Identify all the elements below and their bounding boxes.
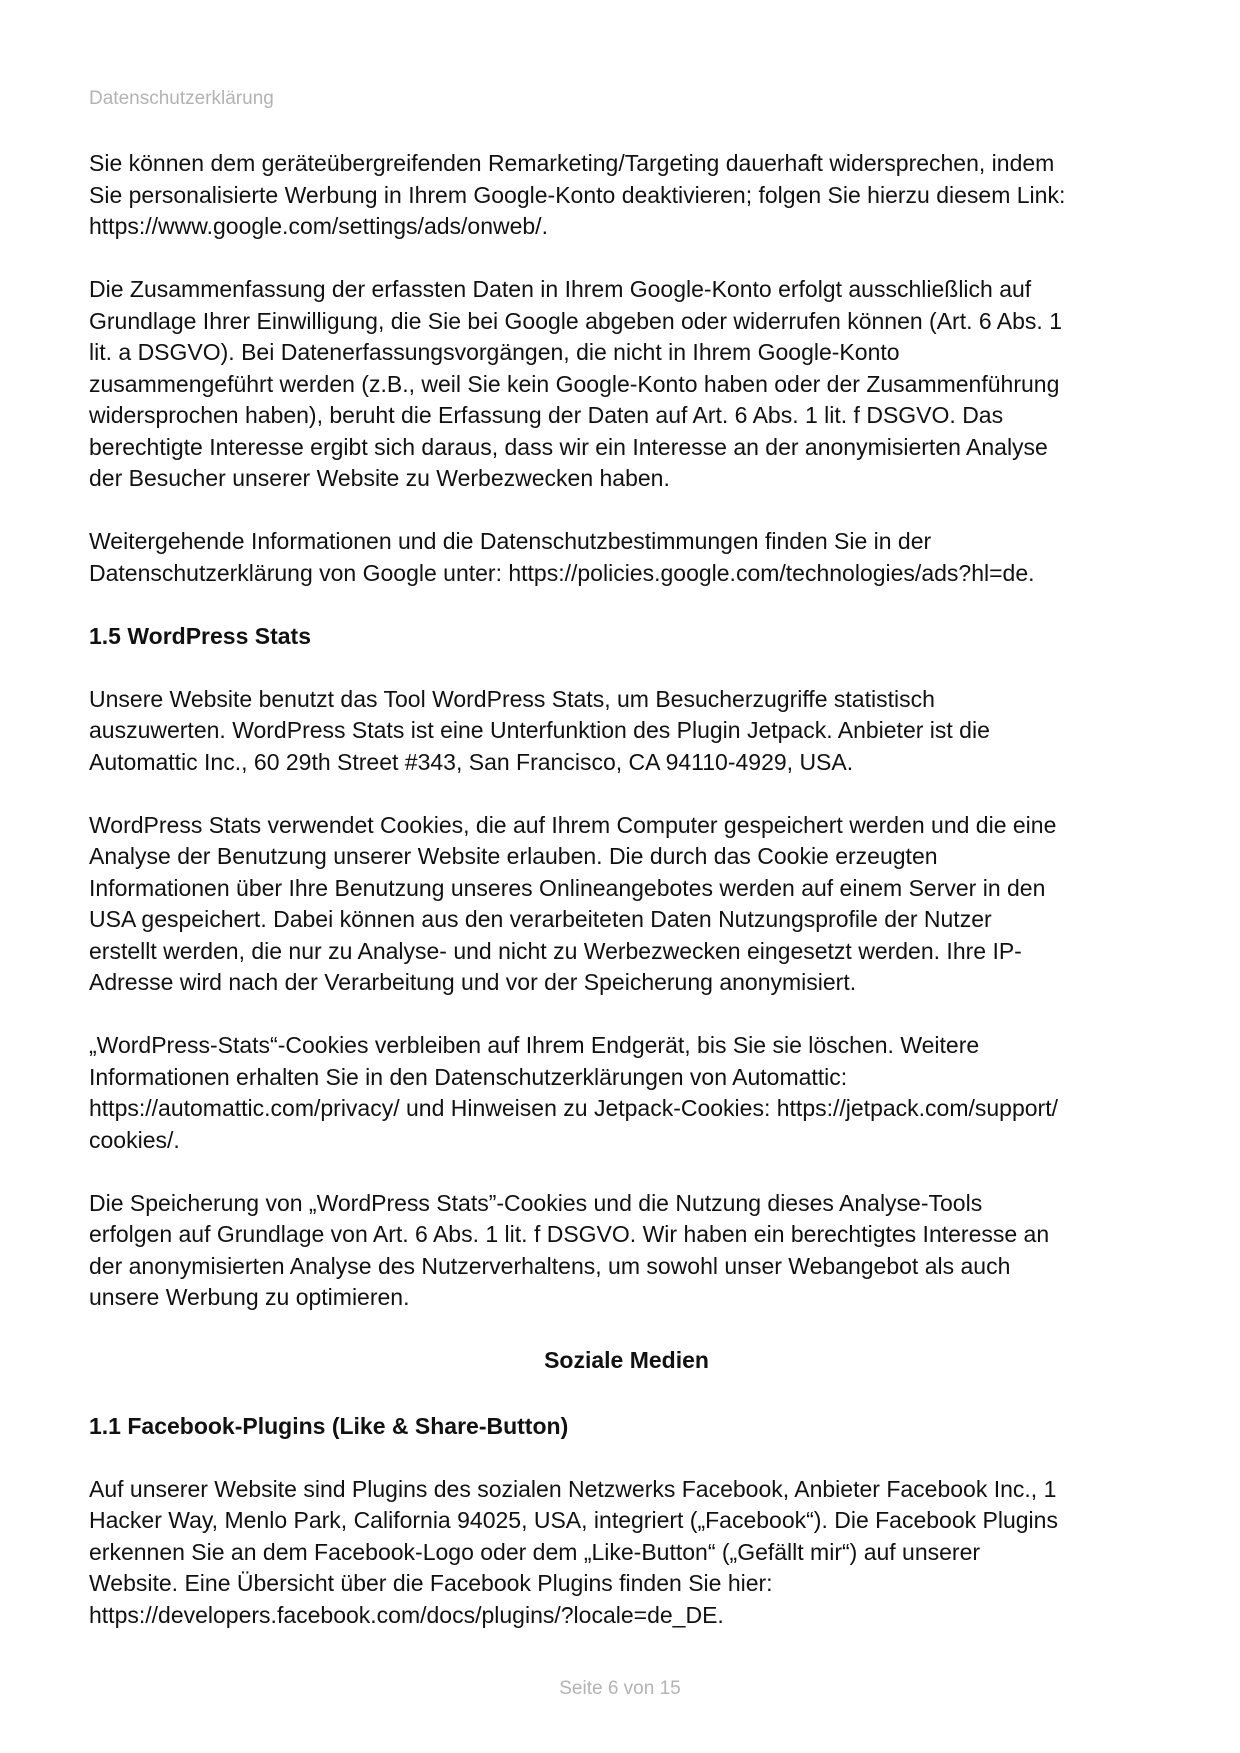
text-line: lit. a DSGVO). Bei Datenerfassungsvorgängen, die nicht in Ihrem Google-Konto <box>89 339 900 365</box>
text-line: Sie können dem geräteübergreifenden Remarketing/Targeting dauerhaft widersprechen, indem <box>89 150 1055 176</box>
text-line: erkennen Sie an dem Facebook-Logo oder dem „Like-Button“ („Gefällt mir“) auf unserer <box>89 1538 981 1565</box>
text-line: https://automattic.com/privacy/ und Hinweisen zu Jetpack-Cookies: https://jetpack.com/support/ <box>89 1095 1058 1121</box>
page-header: Datenschutzerklärung <box>89 88 274 109</box>
text-line: Die Zusammenfassung der erfassten Daten in Ihrem Google-Konto erfolgt ausschließlich auf <box>89 276 1032 302</box>
text-line: USA gespeichert. Dabei können aus den verarbeiteten Daten Nutzungsprofile der Nutzer <box>89 906 992 932</box>
text-line: Unsere Website benutzt das Tool WordPress Stats, um Besucherzugriffe statistisch <box>89 685 935 712</box>
text-line: berechtigte Interesse ergibt sich daraus, dass wir ein Interesse an der anonymisierten Analyse <box>89 433 1048 460</box>
section-heading: 1.5 WordPress Stats <box>89 622 312 649</box>
text-line: Auf unserer Website sind Plugins des sozialen Netzwerks Facebook, Anbieter Facebook Inc., 1 <box>89 1475 1057 1502</box>
paragraph <box>89 1030 1164 1156</box>
text-line: Die Speicherung von „WordPress Stats”-Cookies und die Nutzung dieses Analyse-Tools <box>89 1189 983 1216</box>
text-line: zusammengeführt werden (z.B., weil Sie kein Google-Konto haben oder der Zusammenführung <box>89 370 1060 397</box>
text-line: Sie personalisierte Werbung in Ihrem Google-Konto deaktivieren; folgen Sie hierzu diesem Link: <box>89 181 1066 208</box>
chapter-title: Soziale Medien <box>544 1347 709 1373</box>
text-line: der Besucher unserer Website zu Werbezwecken haben. <box>89 465 670 491</box>
paragraph <box>89 148 1164 243</box>
text-line: „WordPress-Stats“-Cookies verbleiben auf Ihrem Endgerät, bis Sie sie löschen. Weitere <box>89 1032 980 1058</box>
paragraph <box>89 526 1164 589</box>
text-line: Weitergehende Informationen und die Datenschutzbestimmungen finden Sie in der <box>89 528 932 554</box>
paragraph <box>89 1474 1164 1632</box>
text-line: widersprochen haben), beruht die Erfassung der Daten auf Art. 6 Abs. 1 lit. f DSGVO. Das <box>89 402 1004 428</box>
section-heading: 1.1 Facebook-Plugins (Like & Share-Button) <box>89 1412 569 1439</box>
text-line: erstellt werden, die nur zu Analyse- und nicht zu Werbezwecken eingesetzt werden. Ihre IP- <box>89 937 1022 964</box>
paragraph <box>89 684 1164 779</box>
page-number: Seite 6 von 15 <box>559 1678 681 1699</box>
text-line: Hacker Way, Menlo Park, California 94025, USA, integriert („Facebook“). Die Facebook Plugins <box>89 1507 1058 1533</box>
paragraph <box>89 274 1164 495</box>
text-line: auszuwerten. WordPress Stats ist eine Unterfunktion des Plugin Jetpack. Anbieter ist die <box>89 717 990 743</box>
text-line: Informationen erhalten Sie in den Datenschutzerklärungen von Automattic: <box>89 1063 848 1090</box>
text-line: Informationen über Ihre Benutzung unseres Onlineangebotes werden auf einem Server in den <box>89 874 1046 901</box>
text-line: Adresse wird nach der Verarbeitung und vor der Speicherung anonymisiert. <box>89 969 857 995</box>
document-body <box>89 148 1164 1663</box>
text-line: Analyse der Benutzung unserer Website erlauben. Die durch das Cookie erzeugten <box>89 843 938 869</box>
text-line: erfolgen auf Grundlage von Art. 6 Abs. 1 lit. f DSGVO. Wir haben ein berechtigtes Interesse an <box>89 1221 1050 1247</box>
paragraph <box>89 810 1164 999</box>
text-line: cookies/. <box>89 1126 180 1153</box>
text-line: WordPress Stats verwendet Cookies, die auf Ihrem Computer gespeichert werden und die eine <box>89 811 1057 838</box>
text-line: Grundlage Ihrer Einwilligung, die Sie bei Google abgeben oder widerrufen können (Art. 6 Abs. 1 <box>89 307 1062 334</box>
text-line: Datenschutzerklärung von Google unter: https://policies.google.com/technologies/ads?hl=de. <box>89 559 1035 586</box>
text-line: der anonymisierten Analyse des Nutzerverhaltens, um sowohl unser Webangebot als auch <box>89 1252 1011 1279</box>
text-line: Automattic Inc., 60 29th Street #343, San Francisco, CA 94110-4929, USA. <box>89 748 854 775</box>
text-line: https://developers.facebook.com/docs/plugins/?locale=de_DE. <box>89 1601 724 1628</box>
paragraph <box>89 1188 1164 1314</box>
text-line: Website. Eine Übersicht über die Facebook Plugins finden Sie hier: <box>89 1570 773 1596</box>
text-line: https://www.google.com/settings/ads/onweb/. <box>89 213 548 239</box>
text-line: unsere Werbung zu optimieren. <box>89 1284 410 1310</box>
